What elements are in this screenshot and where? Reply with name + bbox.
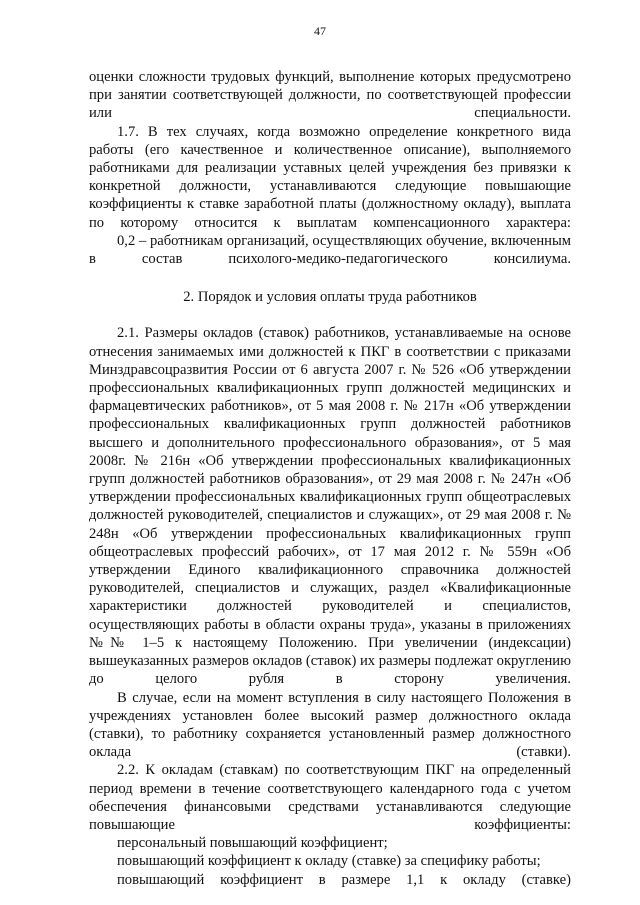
list-item: персональный повышающий коэффициент; [117, 835, 388, 852]
paragraph-salary-retention: В случае, если на момент вступления в силу настоящего Положения в учреждениях установлен более высокий размер должностного оклада (ставки), то работнику сохраняется установленный размер должностного оклада (ставки). [89, 689, 571, 761]
document-body [89, 68, 571, 889]
section-title: 2. Порядок и условия оплаты труда работников [183, 289, 477, 306]
page-number: 47 [314, 24, 326, 38]
list-item: повышающий коэффициент в размере 1,1 к окладу (ставке) [117, 871, 571, 888]
list-item: повышающий коэффициент к окладу (ставке) за специфику работы; [117, 853, 541, 870]
paragraph-1-7: 1.7. В тех случаях, когда возможно определение конкретного вида работы (его качественное и количественное описание), выполняемого работниками для реализации уставных целей учреждения без привязки к конкретной должности, устанавливаются следующие повышающие коэффициенты к ставке заработной платы (должностному окладу), выплата по которому относится к выплатам компенсационного характера: [89, 123, 571, 231]
paragraph-2-1: 2.1. Размеры окладов (ставок) работников, устанавливаемые на основе отнесения занимаемых ими должностей к ПКГ в соответствии с приказами Минздравсоцразвития России от 6 августа 2007 г. № 526 «Об утверждении профессиональных квалификационных групп должностей медицинских и фармацевтических работников», от 5 мая 2008 г. № 217н «Об утверждении профессиональных квалификационных групп должностей работников высшего и дополнительного профессионального образования», от 5 мая 2008г. № 216н «Об утверждении профессиональных квалификационных групп должностей работников образования», от 29 мая 2008 г. № 247н «Об утверждении профессиональных квалификационных групп общеотраслевых должностей руководителей, специалистов и служащих», от 29 мая 2008 г. № 248н «Об утверждении профессиональных квалификационных групп общеотраслевых профессий рабочих», от 17 мая 2012 г. № 559н «Об утверждении Единого квалификационного справочника должностей руководителей, специалистов и служащих, раздел «Квалификационные характеристики должностей руководителей и специалистов, осуществляющих работы в области охраны труда», указаны в приложениях №№ 1–5 к настоящему Положению. При увеличении (индексации) вышеуказанных размеров окладов (ставок) их размеры подлежат округлению до целого рубля в сторону увеличения. [89, 325, 571, 688]
paragraph-continuation: оценки сложности трудовых функций, выполнение которых предусмотрено при занятии соответствующей должности, по соответствующей профессии или специальности. [89, 69, 571, 122]
paragraph-coefficient-0-2: 0,2 – работникам организаций, осуществляющих обучение, включенным в состав психолого-медико-педагогического консилиума. [89, 232, 571, 268]
paragraph-2-2: 2.2. К окладам (ставкам) по соответствующим ПКГ на определенный период времени в течение соответствующего календарного года с учетом обеспечения финансовыми средствами устанавливаются следующие повышающие коэффициенты: [89, 762, 571, 833]
